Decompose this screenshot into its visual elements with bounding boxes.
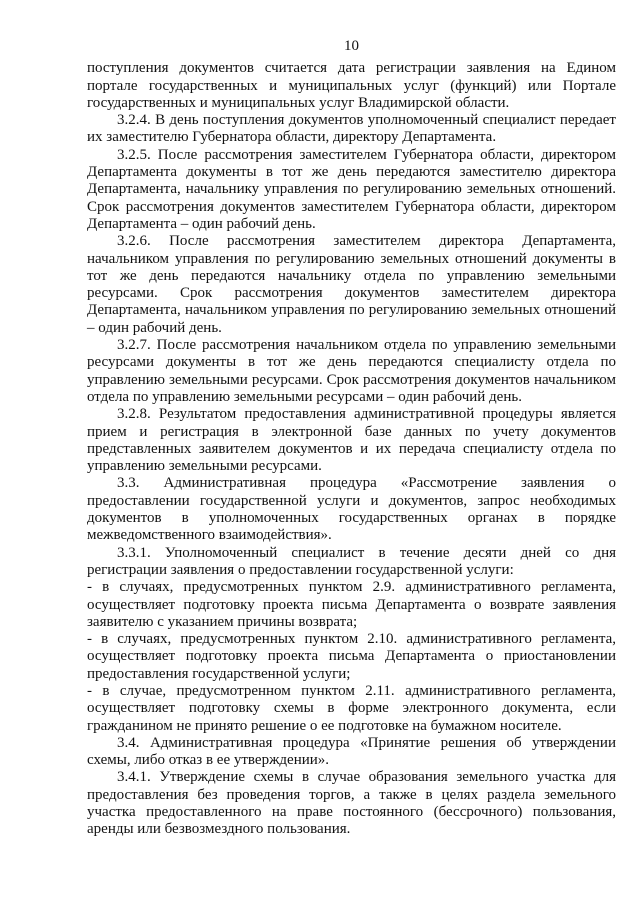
document-paragraph: 3.2.6. После рассмотрения заместителем директора Департамента, начальником управления по регулированию земельных отношений документы в тот же день передаются начальнику отдела по управлению земельными ресурсами. Срок рассмотрения документов заместителем директора Департамента, начальником управления по регулированию земельных отношений – один рабочий день. — [87, 233, 616, 336]
document-paragraph: 3.2.5. После рассмотрения заместителем Губернатора области, директором Департамента документы в тот же день передаются заместителю директора Департамента, начальнику управления по регулированию земельных отношений. Срок рассмотрения документов заместителем Губернатора области, директором Департамента – один рабочий день. — [87, 146, 616, 232]
document-paragraph: - в случаях, предусмотренных пунктом 2.10. административного регламента, осуществляет подготовку проекта письма Департамента о приостановлении предоставления государственной услуги; — [87, 631, 616, 682]
document-paragraph: 3.2.7. После рассмотрения начальником отдела по управлению земельными ресурсами документы в тот же день передаются специалисту отдела по управлению земельными ресурсами. Срок рассмотрения документов начальником отдела по управлению земельными ресурсами – один рабочий день. — [87, 337, 616, 405]
document-paragraph: - в случаях, предусмотренных пунктом 2.9. административного регламента, осуществляет подготовку проекта письма Департамента о возврате заявления заявителю с указанием причины возврата; — [87, 579, 616, 630]
document-body — [87, 60, 616, 838]
document-paragraph: 3.3.1. Уполномоченный специалист в течение десяти дней со дня регистрации заявления о предоставлении государственной услуги: — [87, 544, 616, 578]
document-paragraph: 3.2.8. Результатом предоставления административной процедуры является прием и регистрация в электронной базе данных по учету документов представленных заявителем документов и их передача специалисту отдела по управлению земельными ресурсами. — [87, 406, 616, 475]
document-paragraph: 3.2.4. В день поступления документов уполномоченный специалист передает их заместителю Губернатора области, директору Департамента. — [87, 112, 616, 146]
document-paragraph: 3.4.1. Утверждение схемы в случае образования земельного участка для предоставления без проведения торгов, а также в целях раздела земельного участка предоставленного на праве постоянного (бессрочного) пользования, аренды или безвозмездного пользования. — [87, 769, 616, 838]
page-number: 10 — [344, 38, 359, 54]
document-paragraph: - в случае, предусмотренном пунктом 2.11. административного регламента, осуществляет подготовку схемы в форме электронного документа, если гражданином не принято решение о ее подготовке на бумажном носителе. — [87, 682, 616, 734]
document-paragraph: поступления документов считается дата регистрации заявления на Едином портале государственных и муниципальных услуг (функций) или Портале государственных и муниципальных услуг Владимирской области. — [87, 60, 616, 111]
document-paragraph: 3.4. Административная процедура «Принятие решения об утверждении схемы, либо отказ в ее утверждении». — [87, 734, 616, 769]
document-paragraph: 3.3. Административная процедура «Рассмотрение заявления о предоставлении государственной услуги и документов, запрос необходимых документов в уполномоченных государственных органах в порядке межведомственного взаимодействия». — [87, 475, 616, 544]
